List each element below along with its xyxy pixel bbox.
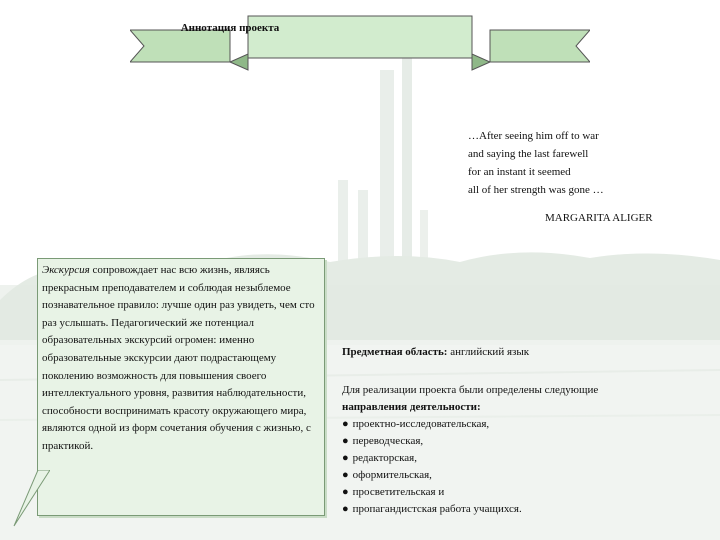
subject-area [342,346,712,358]
excursion-text [42,262,320,456]
subject-label: Предметная область: [342,346,448,358]
epigraph-line: all of her strength was gone … [468,184,604,196]
epigraph-line: for an instant it seemed [468,166,571,178]
list-item: ● проектно-исследовательская, [342,418,490,430]
list-item: ● пропагандистская работа учащихся. [342,503,522,515]
directions-heading: направления деятельности: [342,401,481,413]
bullet-icon: ● [342,469,349,481]
list-item: ● оформительская, [342,469,432,481]
subject-value: английский язык [447,346,530,358]
bullet-icon: ● [342,418,349,430]
directions-block [342,382,712,518]
list-item: ● переводческая, [342,435,424,447]
bullet-icon: ● [342,452,349,464]
epigraph-author: MARGARITA ALIGER [545,212,653,224]
epigraph [468,127,708,199]
title-ribbon [130,12,590,72]
bullet-icon: ● [342,486,349,498]
bullet-icon: ● [342,503,349,515]
banner-title: Аннотация проекта [180,22,280,34]
epigraph-line: …After seeing him off to war [468,130,599,142]
list-item: ● редакторская, [342,452,417,464]
excursion-lead-word: Экскурсия [42,264,90,276]
list-item: ● просветительская и [342,486,445,498]
directions-intro: Для реализации проекта были определены следующие [342,384,599,396]
directions-list [342,416,712,518]
excursion-body: сопровождает нас всю жизнь, являясь прекрасным преподавателем и соблюдая незыблемое познавательное правило: лучше один раз увидеть, чем сто раз услышать. Педагогический же потенциал образовательных экскурсий огромен: именно образовательные экскурсии дают подрастающему поколению возможность для повышения своего интеллектуального уровня, развития наблюдательности, способности воспринимать красоту окружающего мира, являются одной из форм сочетания обучения с жизнью, с практикой. [42,264,315,452]
epigraph-line: and saying the last farewell [468,148,589,160]
bullet-icon: ● [342,435,349,447]
callout-tail [10,470,50,530]
